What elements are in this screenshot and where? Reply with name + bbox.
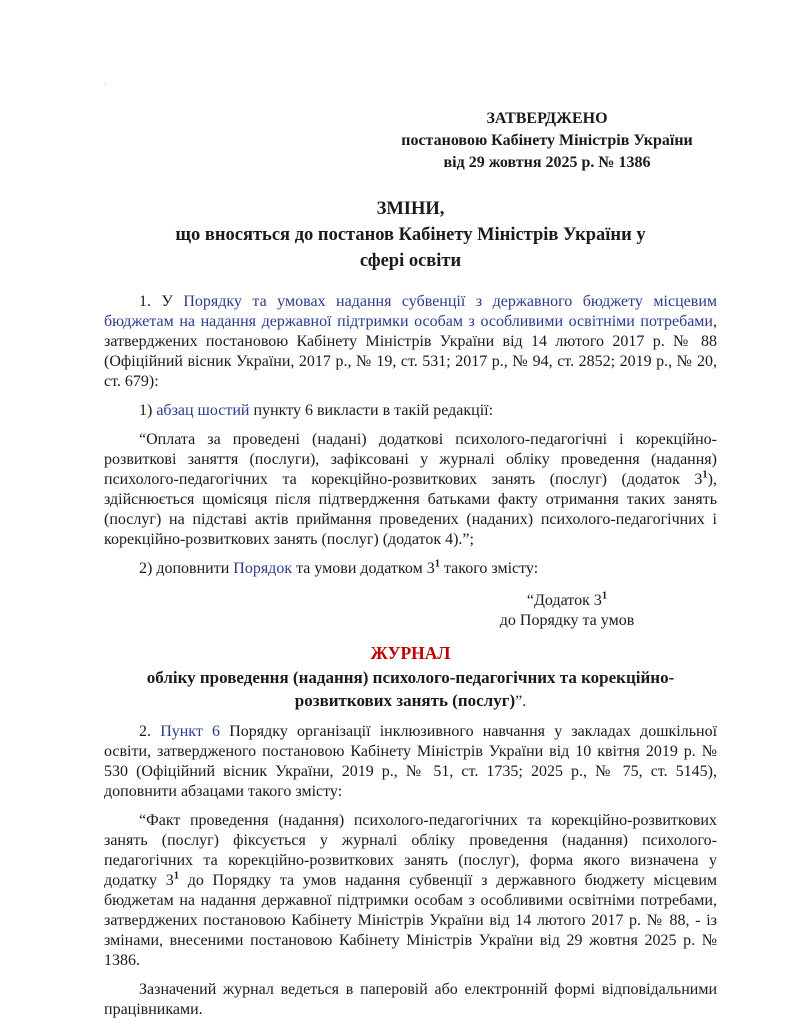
paragraph-item-2 <box>104 722 717 802</box>
document-link[interactable]: Пункт 6 <box>160 723 221 740</box>
approval-line-resolution: постановою Кабінету Міністрів України <box>401 132 693 149</box>
text-run: ), здійснюється щомісяця після підтвердження батьками факту отримання таких занять (послуг) на підставі актів приймання проведених (наданих) психолого-педагогічних і корекційно-розвиткових занять (послуг) (додаток 4).”; <box>104 471 717 548</box>
approval-line-date-number: від 29 жовтня 2025 р. № 1386 <box>443 154 651 171</box>
superscript-annex-number: 1 <box>601 590 608 602</box>
text-run: такого змісту: <box>439 560 539 577</box>
quoted-paragraph-payment <box>104 430 717 550</box>
text-run: “Оплата за проведені (надані) додаткові психолого-педагогічні і корекційно-розвиткові заняття (послуги), зафіксовані у журналі обліку проведення (надання) психолого-педагогічних та корекційно-розвиткових занять (послуг) (додаток 3 <box>104 431 717 488</box>
paragraph-final <box>104 980 717 1020</box>
text-run: обліку проведення (надання) психолого-педагогічних та корекційно-розвиткових занять (послуг) <box>146 668 675 710</box>
text-run: Зазначений журнал ведеться в паперовій або електронній формі відповідальними працівниками. <box>104 981 717 1018</box>
journal-heading: ЖУРНАЛ <box>370 643 451 663</box>
text-run: та умови додатком 3 <box>292 560 435 577</box>
text-run: ”. <box>515 693 527 710</box>
paragraph-subitem-2 <box>104 559 717 579</box>
superscript-annex-number: 1 <box>434 558 440 570</box>
annex-label-line <box>417 591 717 611</box>
document-title <box>155 196 667 274</box>
document-title-subject: що вносяться до постанов Кабінету Міністрів України у сфері освіти <box>175 225 646 271</box>
annex-target-line: до Порядку та умов <box>499 612 635 629</box>
text-run: , затверджених постановою Кабінету Міністрів України від 14 лютого 2017 р. № 88 (Офіційний вісник України, 2017 р., № 19, ст. 531; 2017 р., № 94, ст. 2852; 2019 р., № 20, ст. 679): <box>104 313 717 390</box>
paragraph-item-1 <box>104 292 717 392</box>
approval-line-approved: ЗАТВЕРДЖЕНО <box>486 110 608 127</box>
text-run: до Порядку та умов надання субвенції з державного бюджету місцевим бюджетам на надання державної підтримки особам з особливими освітніми потребами, затверджених постановою Кабінету Міністрів України від 14 лютого 2017 р. № 88, - із змінами, внесеними постановою Кабінету Міністрів України від 29 жовтня 2025 р. № 1386. <box>104 872 718 969</box>
document-content <box>104 0 717 1020</box>
text-run: “Факт проведення (надання) психолого-педагогічних та корекційно-розвиткових занять (послуг) фіксується у журналі обліку проведення (надання) психолого-педагогічних та корекційно-розвиткових занять (послуг), форма якого визначена у додатку 3 <box>104 812 717 889</box>
annex-reference-block <box>417 591 717 631</box>
text-run: Порядку організації інклюзивного навчання у закладах дошкільної освіти, затвердженого постановою Кабінету Міністрів України від 10 квітня 2019 р. № 530 (Офіційний вісник України, 2019 р., № 51, ст. 1735; 2025 р., № 75, ст. 5145), доповнити абзацами такого змісту: <box>104 723 718 800</box>
text-run: 2) доповнити <box>139 560 234 577</box>
document-link[interactable]: Порядок <box>233 560 293 577</box>
text-run: 1. У <box>139 293 184 310</box>
paragraph-subitem-1 <box>104 401 717 421</box>
quoted-paragraph-fact <box>104 811 717 971</box>
text-run: пункту 6 викласти в такій редакції: <box>249 402 494 419</box>
superscript-annex-number: 1 <box>173 870 179 882</box>
approval-block <box>377 108 717 174</box>
journal-subtitle <box>133 666 688 713</box>
text-run: 2. <box>139 723 161 740</box>
document-link[interactable]: абзац шостий <box>156 402 250 419</box>
superscript-annex-number: 1 <box>702 469 708 481</box>
text-run: “Додаток 3 <box>526 592 602 609</box>
document-title-word: ЗМІНИ, <box>376 199 445 219</box>
document-link[interactable]: Порядку та умовах надання субвенції з державного бюджету місцевим бюджетам на надання державної підтримки особам з особливими освітніми потребами <box>104 293 718 330</box>
text-run: 1) <box>139 402 157 419</box>
